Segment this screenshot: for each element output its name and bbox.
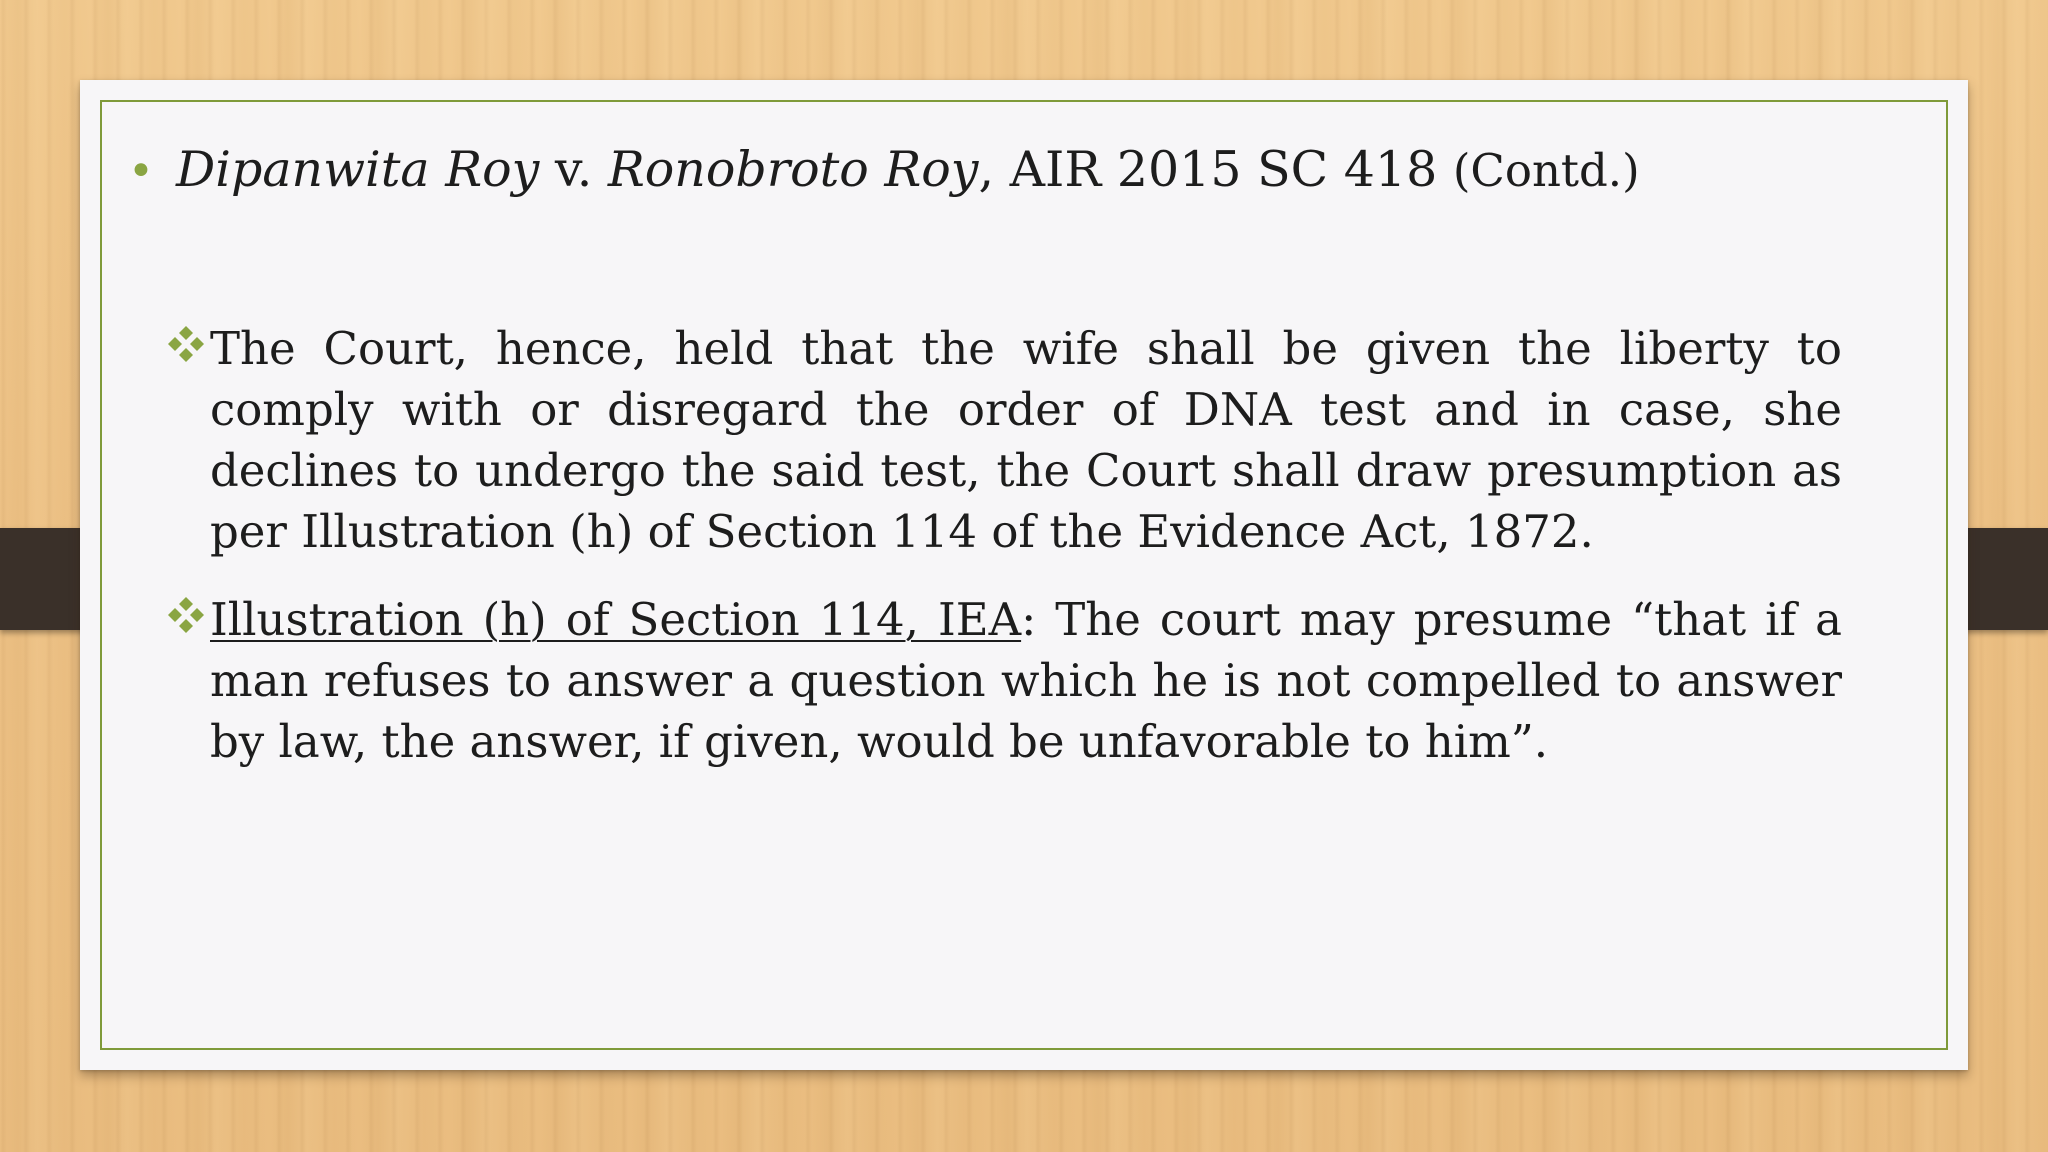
slide-frame bbox=[100, 100, 1948, 1050]
contd-label: (Contd.) bbox=[1452, 144, 1640, 197]
slide-heading bbox=[128, 138, 1928, 204]
point-2-text: : The court may presume “that if a man refuses to answer a question which he is not compelled to answer by law, the answer, if given, would be unfavorable to him”. bbox=[210, 593, 1843, 768]
slide-card bbox=[80, 80, 1968, 1070]
case-party-1: Dipanwita Roy bbox=[176, 141, 540, 198]
point-2 bbox=[210, 589, 1842, 772]
point-2-underlined: Illustration (h) of Section 114, IEA bbox=[210, 593, 1022, 646]
round-bullet-icon: • bbox=[128, 146, 154, 197]
point-1 bbox=[210, 318, 1842, 562]
citation: , AIR 2015 SC 418 bbox=[978, 141, 1453, 198]
point-1-text: The Court, hence, held that the wife shall be given the liberty to comply with or disregard the order of DNA test and in case, she declines to undergo the said test, the Court shall draw presumption as per Illustration (h) of Section 114 of the Evidence Act, 1872. bbox=[210, 322, 1842, 558]
case-party-2: Ronobroto Roy bbox=[607, 141, 979, 198]
four-diamond-bullet-icon bbox=[166, 324, 206, 364]
four-diamond-bullet-icon bbox=[166, 595, 206, 635]
versus: v. bbox=[539, 141, 608, 198]
